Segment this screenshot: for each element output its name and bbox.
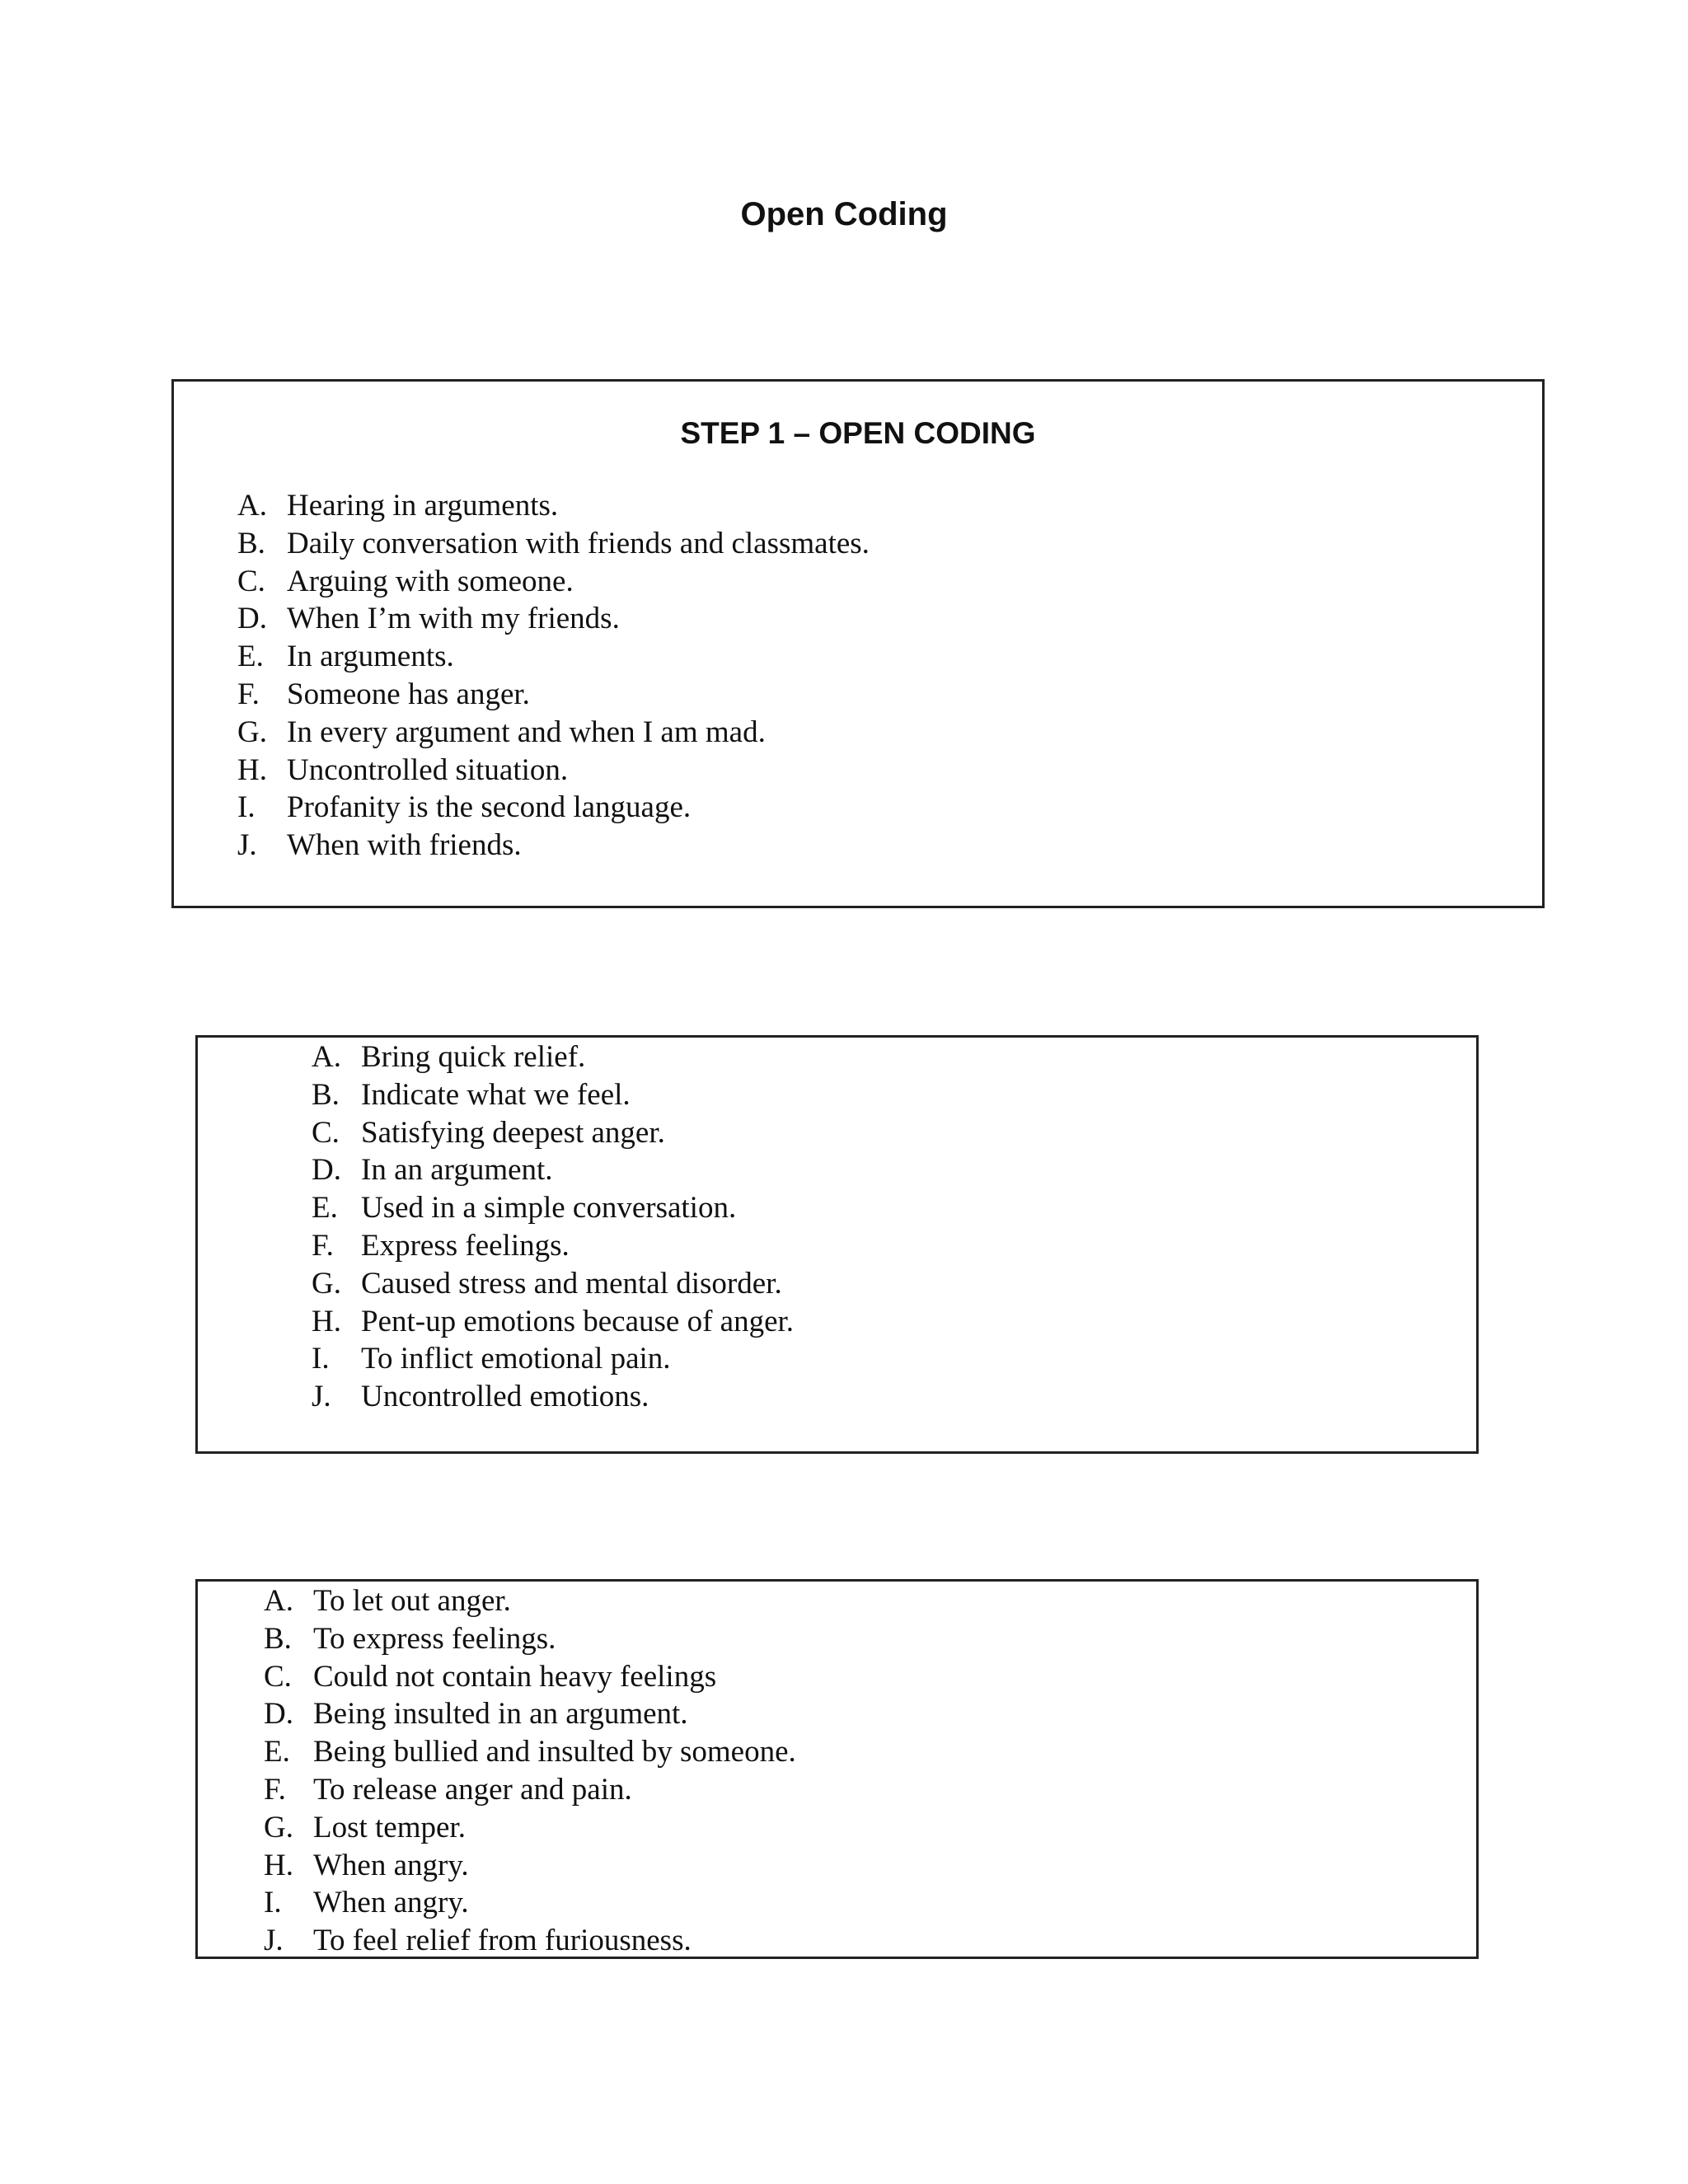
item-letter: F. — [237, 677, 260, 711]
list-item — [312, 1378, 794, 1416]
item-text: When I’m with my friends. — [287, 602, 620, 636]
item-letter: H. — [264, 1848, 293, 1882]
codes-box-2 — [195, 1035, 1479, 1454]
list-item — [312, 1114, 794, 1152]
item-text: Bring quick relief. — [361, 1040, 586, 1074]
list-item — [312, 1151, 794, 1189]
item-text: Uncontrolled emotions. — [361, 1380, 649, 1414]
list-item — [237, 752, 870, 790]
item-text: To express feelings. — [313, 1621, 556, 1656]
list-item — [237, 714, 870, 752]
list-item — [237, 525, 870, 563]
item-text: Uncontrolled situation. — [287, 752, 569, 787]
item-letter: D. — [264, 1697, 293, 1732]
item-text: Caused stress and mental disorder. — [361, 1266, 782, 1301]
list-item — [237, 827, 870, 865]
item-text: To feel relief from furiousness. — [313, 1924, 692, 1958]
item-text: Being bullied and insulted by someone. — [313, 1735, 796, 1769]
list-item — [312, 1227, 794, 1265]
list-item — [264, 1922, 796, 1960]
item-text: Profanity is the second language. — [287, 790, 692, 825]
page-title: Open Coding — [740, 196, 948, 232]
item-text: Express feelings. — [361, 1228, 570, 1263]
list-item — [237, 600, 870, 638]
list-item — [264, 1884, 796, 1922]
item-letter: I. — [312, 1342, 330, 1376]
item-letter: G. — [312, 1266, 341, 1301]
list-item — [264, 1809, 796, 1847]
item-letter: J. — [237, 828, 257, 863]
item-letter: B. — [312, 1077, 340, 1112]
item-text: Hearing in arguments. — [287, 489, 559, 523]
list-item — [312, 1303, 794, 1341]
item-text: Daily conversation with friends and classmates. — [287, 526, 870, 560]
item-letter: I. — [237, 790, 256, 825]
item-text: Someone has anger. — [287, 677, 530, 711]
list-item — [312, 1265, 794, 1303]
list-item — [237, 789, 870, 827]
list-item — [312, 1076, 794, 1114]
item-letter: C. — [264, 1659, 292, 1694]
item-letter: C. — [312, 1115, 340, 1150]
item-letter: A. — [237, 489, 267, 523]
item-letter: B. — [264, 1621, 292, 1656]
item-text: Could not contain heavy feelings — [313, 1659, 717, 1694]
item-letter: D. — [237, 602, 267, 636]
item-letter: J. — [312, 1380, 331, 1414]
item-letter: A. — [264, 1584, 293, 1618]
list-item — [264, 1620, 796, 1658]
list-item — [264, 1658, 796, 1696]
item-text: In an argument. — [361, 1153, 553, 1188]
item-letter: D. — [312, 1153, 341, 1188]
list-item — [312, 1038, 794, 1076]
list-item — [264, 1582, 796, 1620]
list-item — [237, 487, 870, 525]
list-item — [264, 1733, 796, 1771]
codes-list-3 — [264, 1582, 796, 1960]
item-letter: F. — [264, 1772, 286, 1807]
item-text: Being insulted in an argument. — [313, 1697, 688, 1732]
item-letter: I. — [264, 1886, 282, 1920]
item-text: To inflict emotional pain. — [361, 1342, 671, 1376]
list-item — [264, 1771, 796, 1809]
item-text: To let out anger. — [313, 1584, 511, 1618]
item-text: When with friends. — [287, 828, 522, 863]
list-item — [312, 1340, 794, 1378]
item-letter: G. — [264, 1810, 293, 1844]
list-item — [312, 1189, 794, 1227]
item-letter: J. — [264, 1924, 284, 1958]
item-text: Pent-up emotions because of anger. — [361, 1304, 795, 1338]
item-text: In arguments. — [287, 640, 454, 674]
item-letter: E. — [312, 1191, 338, 1226]
item-text: Lost temper. — [313, 1810, 466, 1844]
list-item — [237, 563, 870, 601]
list-item — [264, 1695, 796, 1733]
item-letter: H. — [237, 752, 267, 787]
item-letter: G. — [237, 715, 267, 749]
item-text: Used in a simple conversation. — [361, 1191, 737, 1226]
step1-open-coding-box — [171, 379, 1545, 908]
item-text: Arguing with someone. — [287, 564, 574, 598]
item-letter: A. — [312, 1040, 341, 1074]
list-item — [264, 1847, 796, 1885]
list-item — [237, 676, 870, 714]
item-text: When angry. — [313, 1886, 469, 1920]
codes-list-2 — [312, 1038, 794, 1416]
item-text: When angry. — [313, 1848, 469, 1882]
step1-heading: STEP 1 – OPEN CODING — [680, 416, 1036, 450]
item-letter: E. — [264, 1735, 290, 1769]
item-text: Indicate what we feel. — [361, 1077, 631, 1112]
item-letter: H. — [312, 1304, 341, 1338]
item-text: To release anger and pain. — [313, 1772, 632, 1807]
item-letter: C. — [237, 564, 265, 598]
item-text: Satisfying deepest anger. — [361, 1115, 665, 1150]
item-letter: E. — [237, 640, 264, 674]
item-letter: B. — [237, 526, 265, 560]
item-text: In every argument and when I am mad. — [287, 715, 766, 749]
codes-box-3 — [195, 1579, 1479, 1959]
list-item — [237, 638, 870, 676]
item-letter: F. — [312, 1228, 334, 1263]
step1-list — [237, 487, 870, 865]
